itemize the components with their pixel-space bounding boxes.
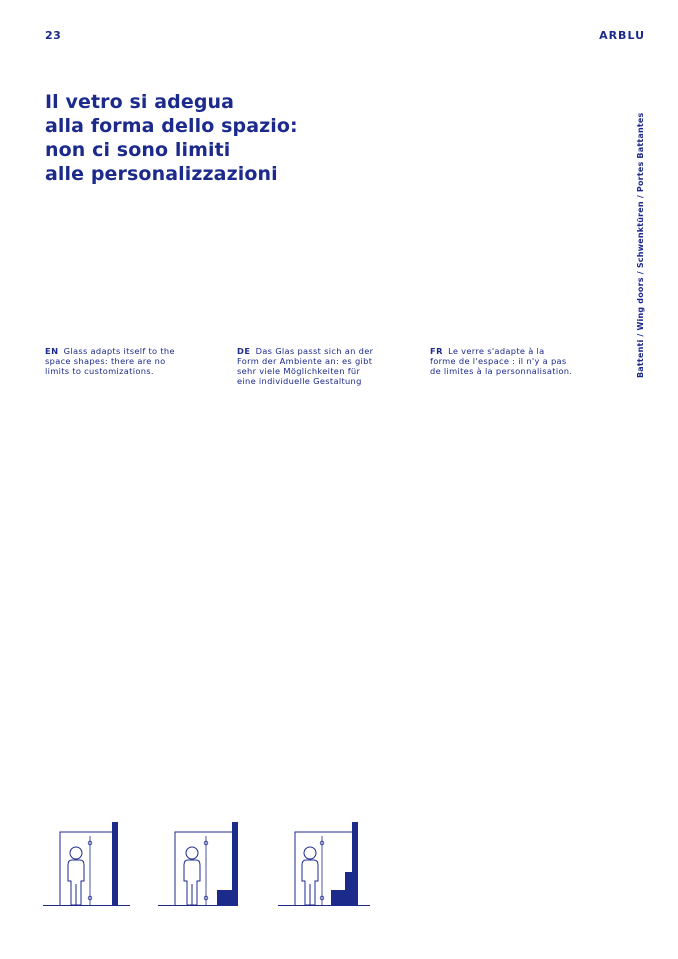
- description-line: limits to customizations.: [45, 366, 154, 376]
- description-line: Form der Ambiente an: es gibt: [237, 356, 373, 366]
- headline-line: alla forma dello spazio:: [45, 115, 298, 137]
- description-en: [45, 346, 220, 376]
- side-category-label: Battenti / Wing doors / Schwenktüren / Portes Battantes: [636, 112, 645, 378]
- lang-code: EN: [45, 346, 59, 356]
- lang-code: DE: [237, 346, 251, 356]
- headline-line: alle personalizzazioni: [45, 163, 278, 185]
- description-de: [237, 346, 412, 386]
- description-line: EN Glass adapts itself to the: [45, 346, 175, 356]
- page-number: 23: [45, 29, 62, 42]
- shower-diagram-one-step: [156, 818, 252, 910]
- description-line: forme de l'espace : il n'y a pas: [430, 356, 567, 366]
- description-line: space shapes: there are no: [45, 356, 166, 366]
- headline-line: Il vetro si adegua: [45, 91, 235, 113]
- description-line: sehr viele Möglichkeiten für: [237, 366, 361, 376]
- description-line: de limites à la personnalisation.: [430, 366, 573, 376]
- headline-line: non ci sono limiti: [45, 139, 231, 161]
- lang-code: FR: [430, 346, 444, 356]
- description-line: FR Le verre s'adapte à la: [430, 346, 545, 356]
- headline: [45, 90, 565, 186]
- brand-logo: ARBLU: [599, 29, 645, 42]
- description-line: eine individuelle Gestaltung: [237, 376, 362, 386]
- description-fr: [430, 346, 605, 376]
- shower-diagram-straight-wall: [40, 818, 136, 910]
- shower-diagram-two-steps: [275, 818, 371, 910]
- description-line: DE Das Glas passt sich an der: [237, 346, 374, 356]
